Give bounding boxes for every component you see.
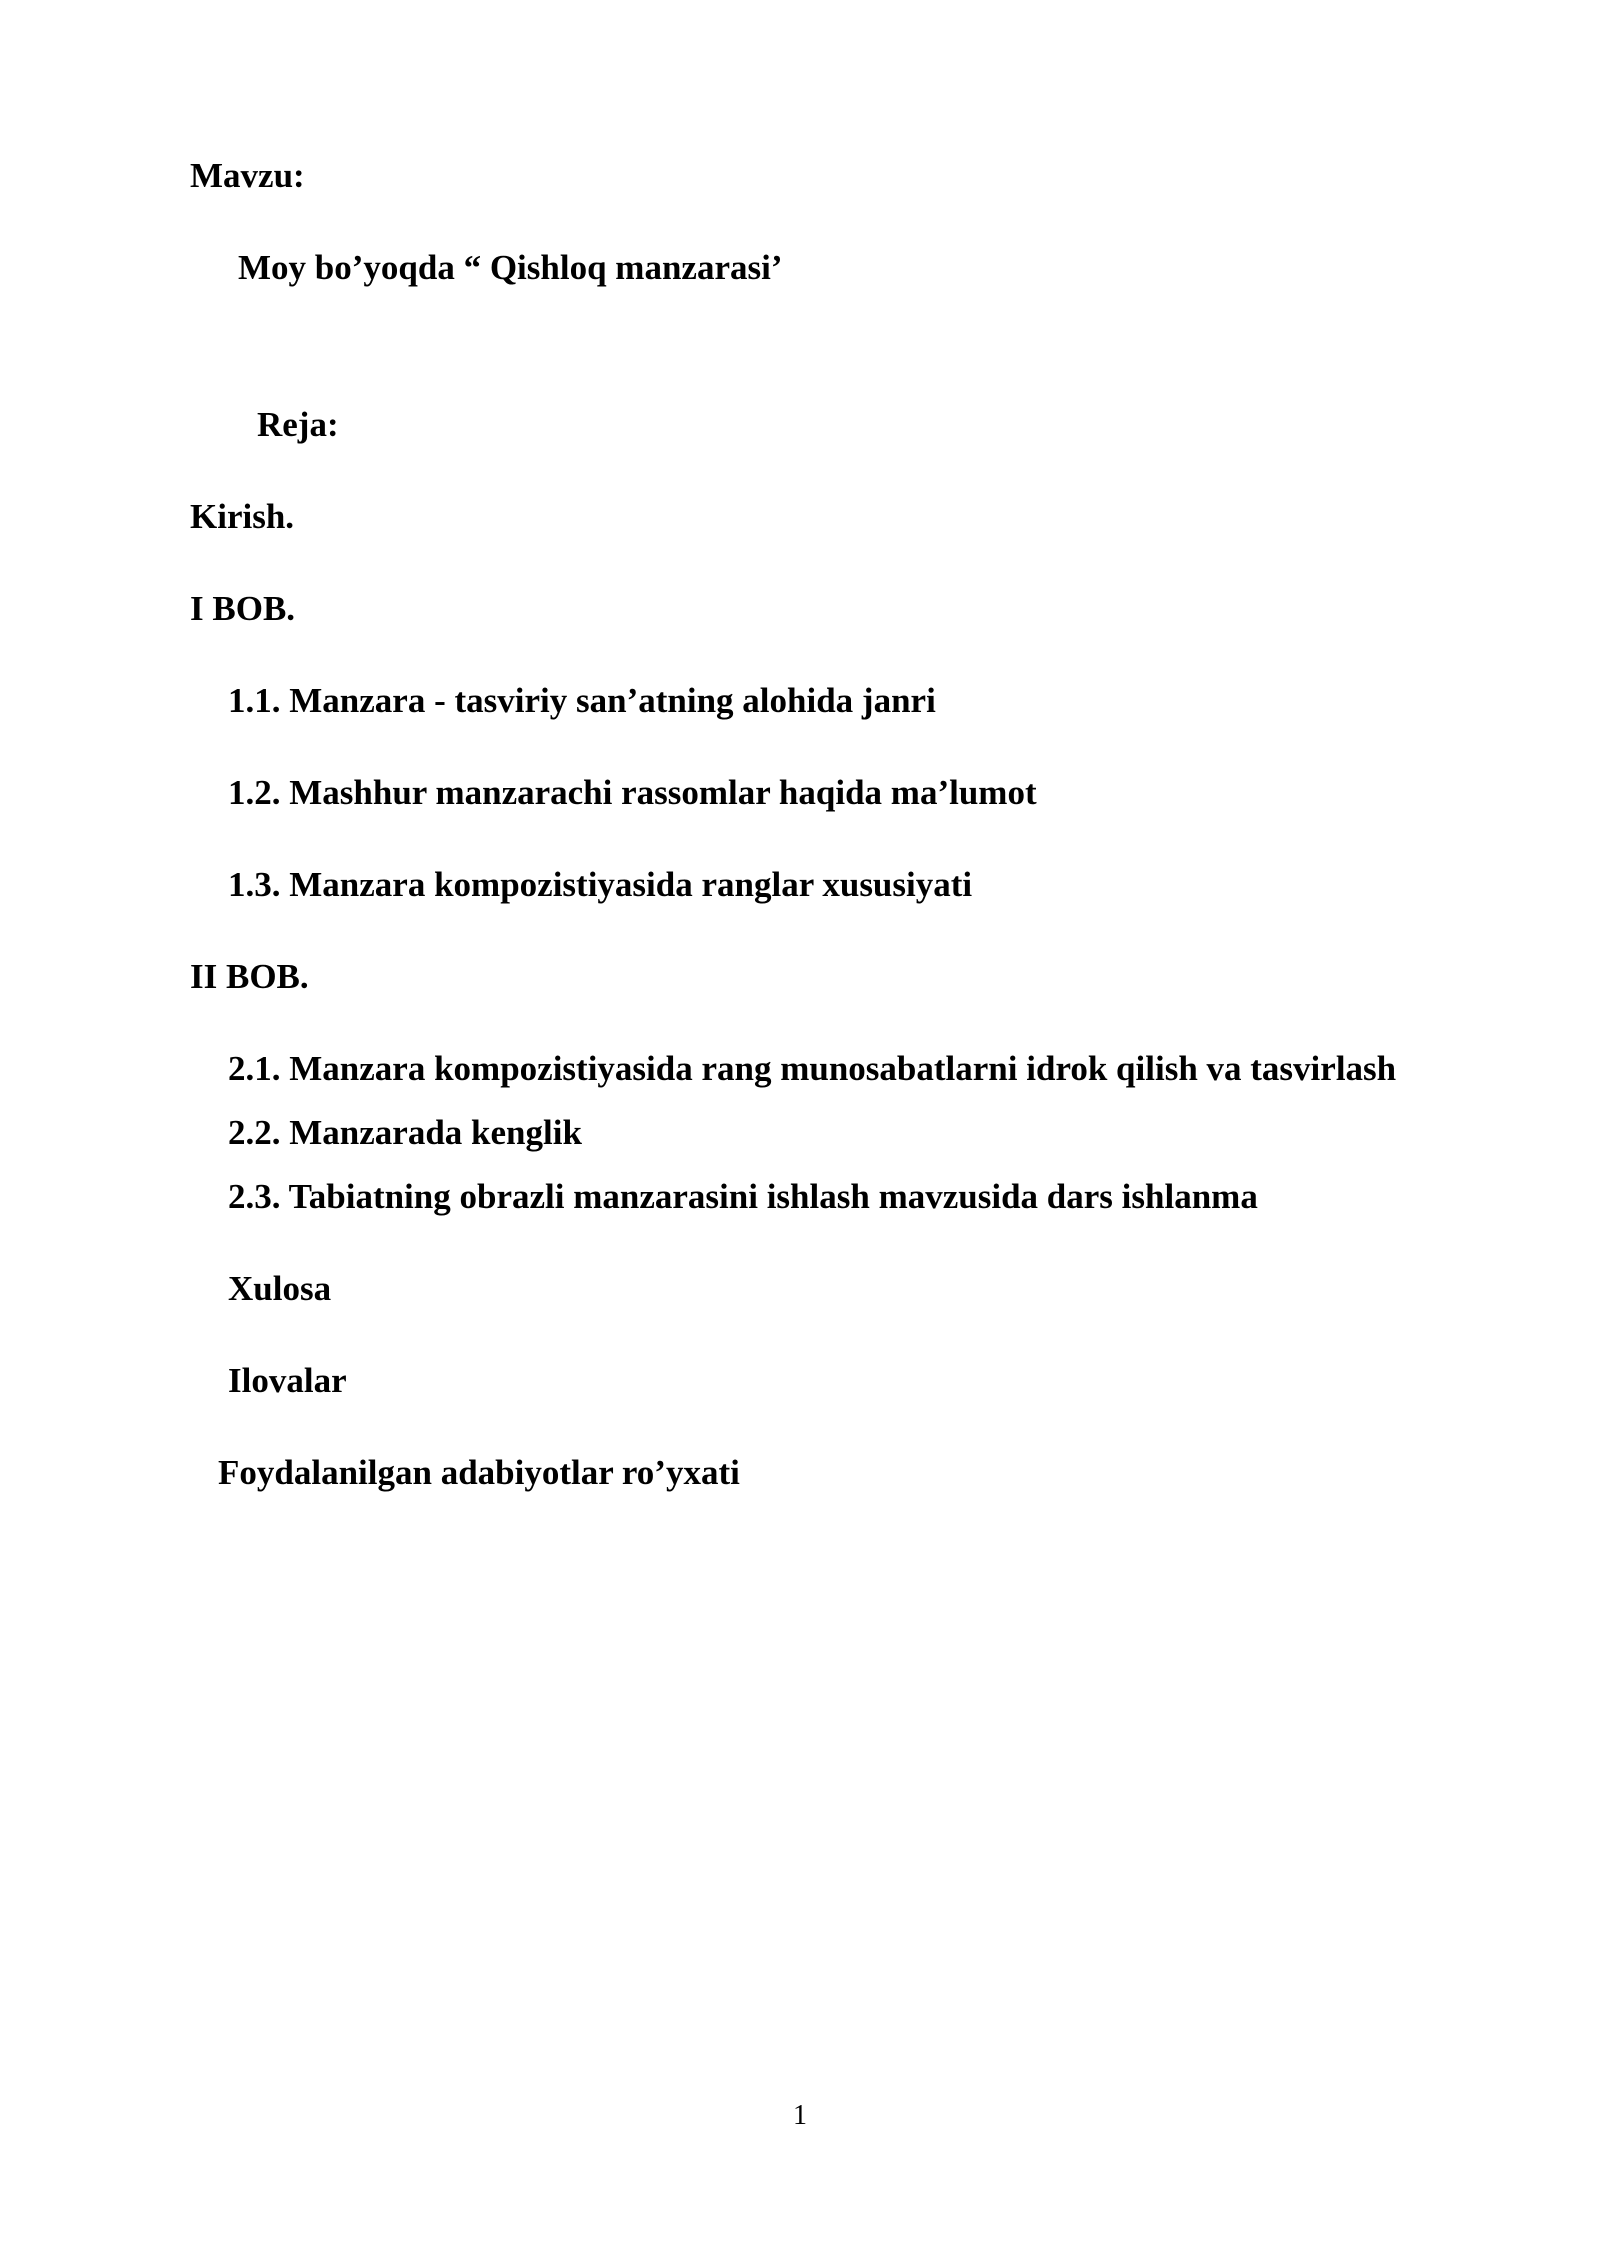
plan-label: Reja: <box>257 405 339 444</box>
outline-item-section-1-1: 1.1. Manzara - tasviriy san’atning alohida janri <box>228 681 936 720</box>
outline-item-introduction: Kirish. <box>190 497 295 536</box>
outline-item-bibliography: Foydalanilgan adabiyotlar ro’yxati <box>218 1453 740 1492</box>
outline-item-section-2-3: 2.3. Tabiatning obrazli manzarasini ishlash mavzusida dars ishlanma <box>228 1177 1258 1216</box>
outline-item-appendices: Ilovalar <box>228 1361 347 1400</box>
outline-item-chapter-1: I BOB. <box>190 589 296 628</box>
topic-title: Moy bo’yoqda “ Qishloq manzarasi’ <box>238 248 783 287</box>
outline-item-section-1-3: 1.3. Manzara kompozistiyasida ranglar xususiyati <box>228 865 973 904</box>
outline-item-chapter-2: II BOB. <box>190 957 309 996</box>
outline-item-section-1-2: 1.2. Mashhur manzarachi rassomlar haqida ma’lumot <box>228 773 1037 812</box>
topic-label: Mavzu: <box>190 156 305 195</box>
outline-item-section-2-1: 2.1. Manzara kompozistiyasida rang munosabatlarni idrok qilish va tasvirlash <box>228 1049 1397 1088</box>
outline-item-section-2-2: 2.2. Manzarada kenglik <box>228 1113 582 1152</box>
outline-item-conclusion: Xulosa <box>228 1269 332 1308</box>
page-number: 1 <box>793 2100 807 2131</box>
